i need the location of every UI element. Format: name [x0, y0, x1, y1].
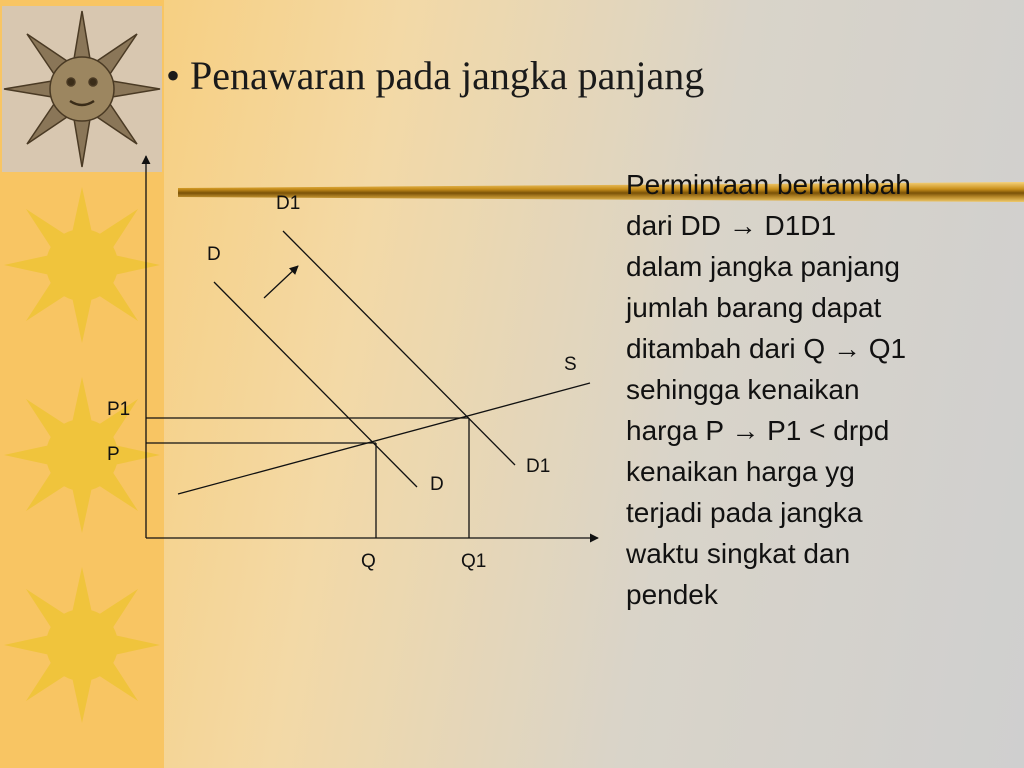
- label-d-top: D: [207, 244, 221, 265]
- label-s: S: [564, 354, 577, 375]
- supply-curve: [178, 383, 590, 494]
- demand-curve-d1: [283, 231, 515, 465]
- slide-title: • Penawaran pada jangka panjang: [166, 53, 705, 98]
- label-d1-bottom: D1: [526, 456, 551, 477]
- label-q: Q: [361, 551, 376, 572]
- label-d1-top: D1: [276, 193, 301, 214]
- label-d-bottom: D: [430, 474, 444, 495]
- explanation-line: terjadi pada jangka: [626, 497, 863, 528]
- explanation-line: Permintaan bertambah: [626, 169, 911, 200]
- shift-arrow: [264, 266, 298, 298]
- explanation-line: ditambah dari Q → Q1: [626, 333, 907, 364]
- explanation-text: [626, 164, 996, 615]
- explanation-line: harga P → P1 < drpd: [626, 415, 890, 446]
- explanation-line: sehingga kenaikan: [626, 374, 860, 405]
- label-q1: Q1: [461, 551, 487, 572]
- label-p1: P1: [107, 399, 131, 420]
- explanation-line: pendek: [626, 579, 718, 610]
- explanation-line: jumlah barang dapat: [626, 292, 882, 323]
- explanation-line: dalam jangka panjang: [626, 251, 900, 282]
- explanation-line: dari DD → D1D1: [626, 210, 837, 241]
- explanation-line: kenaikan harga yg: [626, 456, 855, 487]
- explanation-line: waktu singkat dan: [626, 538, 851, 569]
- demand-curve-d: [214, 282, 417, 487]
- label-p: P: [107, 444, 120, 465]
